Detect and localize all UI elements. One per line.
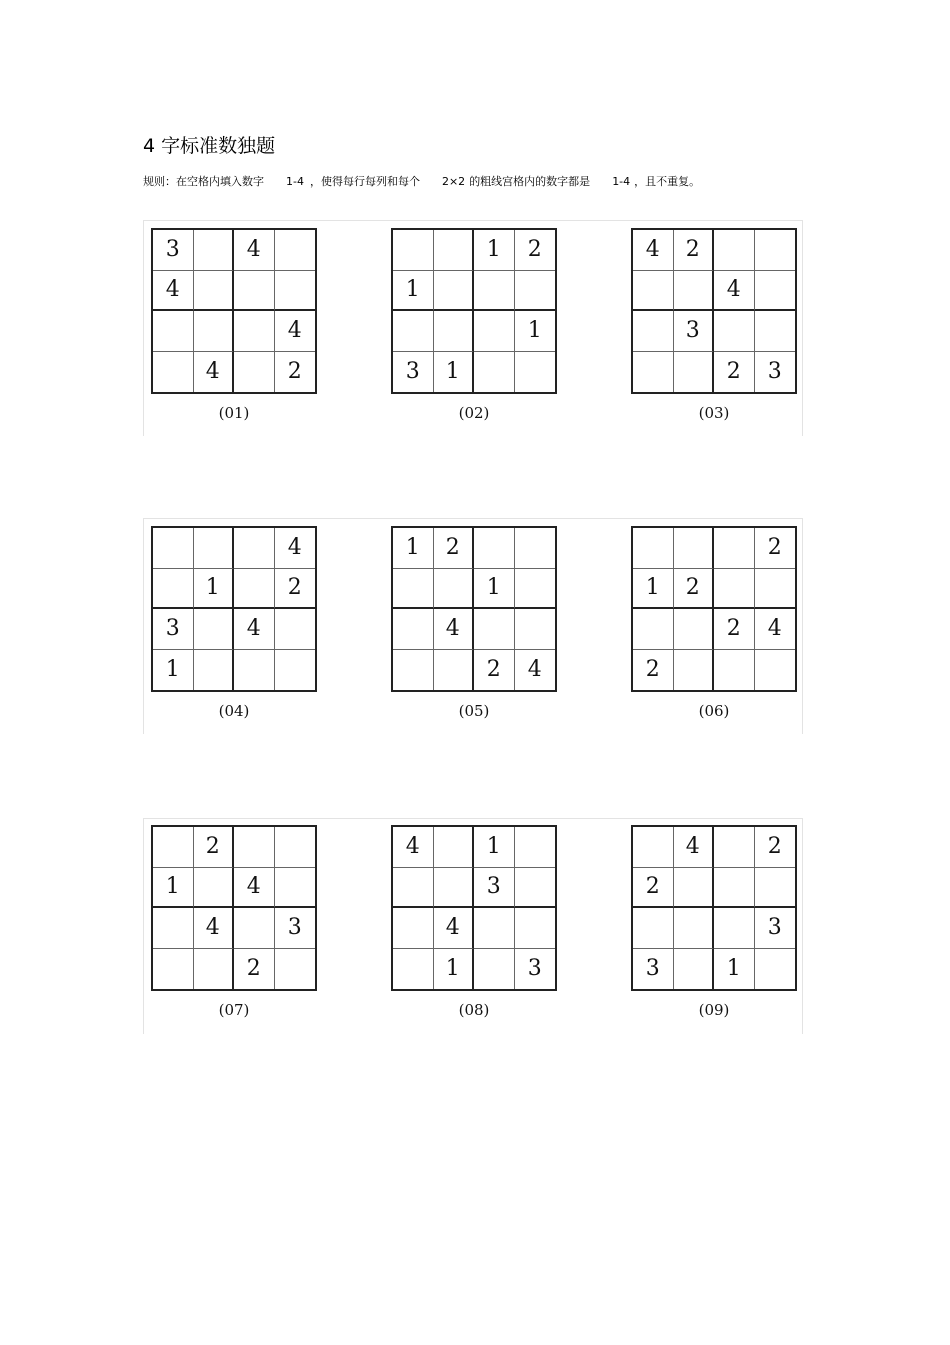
sudoku-puzzle xyxy=(631,825,797,1019)
rules-text xyxy=(143,173,700,189)
sudoku-cell: 4 xyxy=(393,827,434,868)
sudoku-cell xyxy=(153,949,194,990)
sudoku-puzzle xyxy=(151,526,317,720)
sudoku-cell xyxy=(153,827,194,868)
sudoku-puzzle xyxy=(151,825,317,1019)
sudoku-cell: 3 xyxy=(275,908,316,949)
sudoku-cell: 4 xyxy=(434,609,475,650)
sudoku-cell: 1 xyxy=(393,528,434,569)
sudoku-cell: 3 xyxy=(767,359,782,385)
sudoku-cell xyxy=(153,569,194,610)
puzzle-label: (07) xyxy=(218,1001,250,1019)
sudoku-cell xyxy=(633,311,674,352)
sudoku-cell xyxy=(755,271,796,312)
rules-range-2: 1-4 xyxy=(612,175,631,188)
sudoku-cell xyxy=(755,569,796,610)
page-title: 4 字标准数独题 xyxy=(143,135,276,157)
sudoku-cell xyxy=(194,311,235,352)
sudoku-cell xyxy=(474,352,515,393)
sudoku-grid xyxy=(151,825,317,991)
sudoku-cell xyxy=(515,271,556,312)
sudoku-puzzle xyxy=(391,228,557,422)
rules-part-1: 规则：在空格内填入数字 xyxy=(143,175,264,188)
sudoku-cell: 2 xyxy=(674,569,715,610)
puzzle-label: (04) xyxy=(218,702,250,720)
sudoku-cell: 2 xyxy=(633,650,674,691)
sudoku-cell xyxy=(714,827,755,868)
sudoku-cell: 2 xyxy=(755,528,796,569)
sudoku-cell: 2 xyxy=(515,230,556,271)
sudoku-cell: 1 xyxy=(474,827,515,868)
sudoku-cell xyxy=(153,352,194,393)
sudoku-cell: 1 xyxy=(434,352,475,393)
sudoku-cell xyxy=(474,908,515,949)
sudoku-grid xyxy=(391,228,557,394)
sudoku-cell: 2 xyxy=(287,359,302,385)
sudoku-cell xyxy=(434,868,475,909)
sudoku-cell: 2 xyxy=(434,528,475,569)
sudoku-cell: 4 xyxy=(275,311,316,352)
sudoku-cell xyxy=(194,528,235,569)
sudoku-puzzle xyxy=(391,825,557,1019)
sudoku-cell xyxy=(234,528,275,569)
sudoku-grid xyxy=(631,228,797,394)
sudoku-cell xyxy=(194,230,235,271)
sudoku-cell xyxy=(714,230,755,271)
sudoku-cell: 2 xyxy=(714,609,755,650)
sudoku-cell: 4 xyxy=(755,609,796,650)
sudoku-cell xyxy=(674,609,715,650)
puzzle-label: (08) xyxy=(458,1001,490,1019)
sudoku-cell: 2 xyxy=(674,230,715,271)
sudoku-cell xyxy=(674,528,715,569)
sudoku-cell xyxy=(755,650,796,691)
sudoku-cell: 1 xyxy=(474,230,515,271)
sudoku-cell xyxy=(474,949,515,990)
sudoku-cell: 4 xyxy=(434,908,475,949)
sudoku-cell: 4 xyxy=(234,868,275,909)
sudoku-cell xyxy=(194,271,235,312)
sudoku-cell: 1 xyxy=(434,949,475,990)
sudoku-cell xyxy=(234,650,275,691)
sudoku-cell xyxy=(153,908,194,949)
sudoku-grid xyxy=(391,825,557,991)
sudoku-cell xyxy=(714,908,755,949)
sudoku-cell xyxy=(234,271,275,312)
sudoku-cell: 3 xyxy=(153,230,194,271)
sudoku-cell xyxy=(515,868,556,909)
sudoku-cell: 3 xyxy=(474,868,515,909)
sudoku-cell: 4 xyxy=(633,230,674,271)
sudoku-cell: 1 xyxy=(714,949,755,990)
sudoku-cell xyxy=(393,230,434,271)
sudoku-cell: 2 xyxy=(714,352,755,393)
sudoku-cell: 2 xyxy=(474,650,515,691)
rules-part-3: 的粗线宫格内的数字都是 xyxy=(469,175,591,188)
sudoku-cell xyxy=(674,352,715,393)
sudoku-cell xyxy=(393,609,434,650)
sudoku-cell xyxy=(515,569,556,610)
sudoku-cell xyxy=(393,569,434,610)
sudoku-cell: 3 xyxy=(674,311,715,352)
sudoku-cell xyxy=(434,311,475,352)
sudoku-cell xyxy=(714,311,755,352)
sudoku-cell xyxy=(393,311,434,352)
sudoku-cell xyxy=(674,908,715,949)
sudoku-cell xyxy=(633,609,674,650)
sudoku-puzzle xyxy=(631,228,797,422)
sudoku-cell: 4 xyxy=(194,908,235,949)
sudoku-cell: 1 xyxy=(633,569,674,610)
sudoku-cell xyxy=(194,868,235,909)
sudoku-puzzle xyxy=(391,526,557,720)
sudoku-cell xyxy=(434,271,475,312)
sudoku-cell xyxy=(515,609,556,650)
sudoku-grid xyxy=(151,228,317,394)
sudoku-cell xyxy=(515,528,556,569)
sudoku-cell: 4 xyxy=(527,657,542,683)
sudoku-cell xyxy=(714,650,755,691)
sudoku-cell: 4 xyxy=(234,230,275,271)
sudoku-cell xyxy=(393,650,434,691)
sudoku-cell xyxy=(434,827,475,868)
sudoku-cell xyxy=(633,271,674,312)
sudoku-cell xyxy=(234,827,275,868)
sudoku-cell xyxy=(393,908,434,949)
sudoku-cell: 1 xyxy=(153,650,194,691)
sudoku-cell: 3 xyxy=(393,352,434,393)
puzzle-label: (01) xyxy=(218,404,250,422)
sudoku-cell: 1 xyxy=(474,569,515,610)
sudoku-cell: 3 xyxy=(527,956,542,982)
sudoku-cell xyxy=(674,949,715,990)
sudoku-cell xyxy=(234,908,275,949)
puzzle-label: (03) xyxy=(698,404,730,422)
sudoku-cell xyxy=(633,352,674,393)
puzzle-label: (02) xyxy=(458,404,490,422)
sudoku-cell: 1 xyxy=(194,569,235,610)
sudoku-cell: 3 xyxy=(153,609,194,650)
sudoku-cell: 4 xyxy=(234,609,275,650)
sudoku-puzzle xyxy=(631,526,797,720)
sudoku-cell xyxy=(194,650,235,691)
puzzle-label: (09) xyxy=(698,1001,730,1019)
sudoku-cell xyxy=(714,569,755,610)
sudoku-cell xyxy=(275,650,316,691)
sudoku-cell: 2 xyxy=(275,569,316,610)
sudoku-cell: 2 xyxy=(633,868,674,909)
rules-box-size: 2×2 xyxy=(441,175,466,188)
sudoku-cell xyxy=(714,868,755,909)
sudoku-cell xyxy=(275,949,316,990)
sudoku-cell: 3 xyxy=(633,949,674,990)
sudoku-cell xyxy=(474,271,515,312)
sudoku-grid xyxy=(631,825,797,991)
sudoku-cell xyxy=(393,868,434,909)
puzzle-label: (06) xyxy=(698,702,730,720)
sudoku-cell xyxy=(434,230,475,271)
rules-part-4: ，且不重复。 xyxy=(634,175,701,188)
sudoku-cell: 3 xyxy=(755,908,796,949)
sudoku-cell xyxy=(755,949,796,990)
sudoku-cell xyxy=(674,271,715,312)
sudoku-cell xyxy=(234,569,275,610)
sudoku-cell: 2 xyxy=(234,949,275,990)
sudoku-cell xyxy=(714,528,755,569)
sudoku-cell xyxy=(434,569,475,610)
sudoku-cell xyxy=(674,650,715,691)
sudoku-cell xyxy=(755,230,796,271)
sudoku-cell: 1 xyxy=(515,311,556,352)
sudoku-cell xyxy=(194,949,235,990)
sudoku-cell: 1 xyxy=(393,271,434,312)
sudoku-cell xyxy=(194,609,235,650)
sudoku-cell xyxy=(755,311,796,352)
puzzle-label: (05) xyxy=(458,702,490,720)
rules-range-1: 1-4 xyxy=(286,175,304,188)
sudoku-cell xyxy=(474,528,515,569)
sudoku-cell xyxy=(393,949,434,990)
sudoku-cell xyxy=(474,609,515,650)
sudoku-cell: 4 xyxy=(194,352,235,393)
sudoku-cell xyxy=(633,827,674,868)
sudoku-cell xyxy=(674,868,715,909)
sudoku-cell xyxy=(275,271,316,312)
sudoku-puzzle xyxy=(151,228,317,422)
sudoku-cell: 4 xyxy=(714,271,755,312)
sudoku-cell xyxy=(275,230,316,271)
sudoku-cell xyxy=(153,311,194,352)
sudoku-grid xyxy=(151,526,317,692)
sudoku-cell: 4 xyxy=(153,271,194,312)
sudoku-cell: 1 xyxy=(153,868,194,909)
sudoku-cell xyxy=(275,609,316,650)
sudoku-cell xyxy=(474,311,515,352)
sudoku-cell xyxy=(515,352,556,393)
sudoku-cell xyxy=(633,528,674,569)
sudoku-cell xyxy=(633,908,674,949)
sudoku-cell xyxy=(275,868,316,909)
rules-part-2: ，使得每行每列和每个 xyxy=(309,175,420,188)
sudoku-cell: 2 xyxy=(755,827,796,868)
sudoku-cell xyxy=(234,352,275,393)
sudoku-cell: 2 xyxy=(194,827,235,868)
sudoku-cell xyxy=(515,908,556,949)
sudoku-cell xyxy=(153,528,194,569)
sudoku-cell: 4 xyxy=(275,528,316,569)
sudoku-grid xyxy=(391,526,557,692)
sudoku-cell xyxy=(275,827,316,868)
sudoku-cell xyxy=(434,650,475,691)
sudoku-cell xyxy=(234,311,275,352)
sudoku-cell xyxy=(515,827,556,868)
sudoku-cell xyxy=(755,868,796,909)
sudoku-cell: 4 xyxy=(674,827,715,868)
sudoku-grid xyxy=(631,526,797,692)
